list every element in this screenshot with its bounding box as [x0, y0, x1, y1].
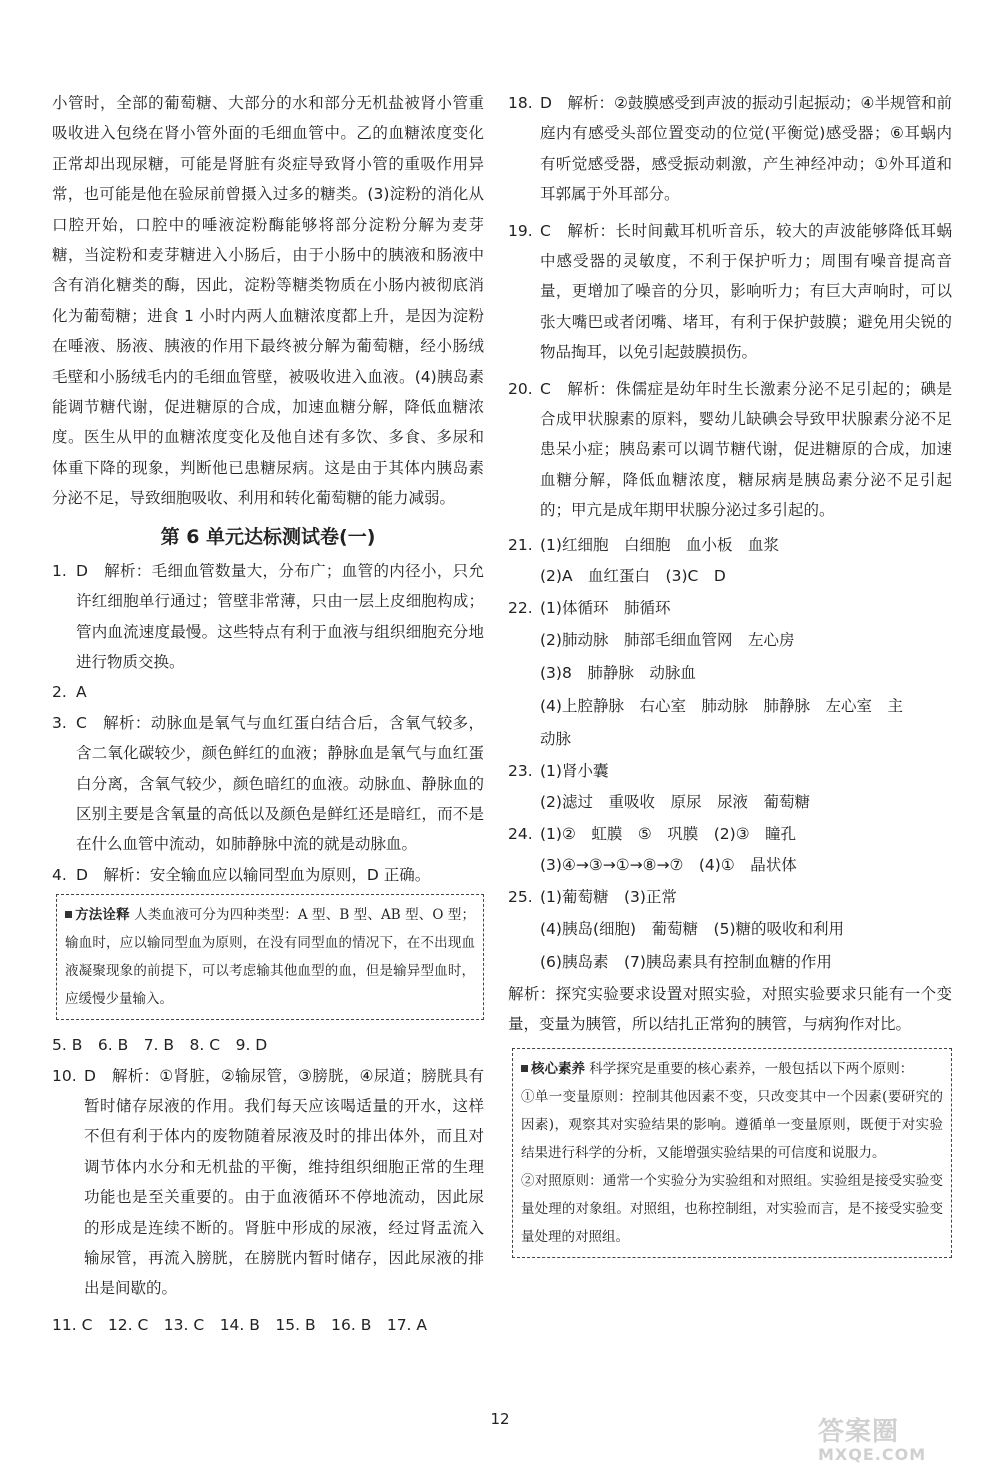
answer-item	[508, 756, 952, 786]
answer-item	[52, 677, 484, 707]
answer-item	[508, 593, 952, 623]
note-heading: 方法诠释	[65, 907, 130, 923]
answer-subline: (4)上腔静脉 右心室 肺动脉 肺静脉 左心室 主	[540, 696, 903, 715]
question-number: 25.	[508, 888, 533, 907]
question-number: 3.	[52, 713, 67, 732]
answer-text: A	[76, 683, 87, 702]
answer-item	[508, 88, 952, 210]
answer-analysis: 解析：探究实验要求设置对照实验，对照实验要求只能有一个变量，变量为胰管，所以结扎正常狗的胰管，与病狗作对比。	[508, 984, 952, 1034]
answer-subline: (2)A 血红蛋白 (3)C D	[540, 567, 726, 586]
answer-text: C 解析：长时间戴耳机听音乐，较大的声波能够降低耳蜗中感受器的灵敏度，不利于保护听力；周围有噪音提高音量，更增加了噪音的分贝，影响听力；有巨大声响时，可以张大嘴巴或者闭嘴、堵耳，有利于保护鼓膜；避免用尖锐的物品掏耳，以免引起鼓膜损伤。	[540, 221, 952, 362]
question-number: 19.	[508, 221, 533, 240]
question-number: 21.	[508, 535, 533, 554]
note-intro: 科学探究是重要的核心素养，一般包括以下两个原则：	[589, 1060, 914, 1077]
answer-item	[508, 216, 952, 368]
answer-subline: (3)8 肺静脉 动脉血	[540, 663, 696, 682]
answer-item	[508, 374, 952, 526]
question-number: 4.	[52, 865, 67, 884]
answer-item	[52, 860, 484, 890]
answer-text: D 解析：安全输血应以输同型血为原则，D 正确。	[76, 865, 431, 884]
question-number: 24.	[508, 824, 533, 843]
answer-text: C 解析：动脉血是氧气与血红蛋白结合后，含氧气较多，含二氧化碳较少，颜色鲜红的血液；静脉血是氧气与血红蛋白分离，含氧气较少，颜色暗红的血液。动脉血、静脉血的区别主要是含氧量的高低以及颜色是鲜红还是暗红，而不是在什么血管中流动，如肺静脉中流的就是动脉血。	[76, 713, 484, 854]
answer-item	[52, 556, 484, 678]
watermark-url: MXQE.COM	[818, 1445, 927, 1464]
answer-text: C 解析：侏儒症是幼年时生长激素分泌不足引起的；碘是合成甲状腺素的原料，婴幼儿缺碘会导致甲状腺素分泌不足患呆小症；胰岛素可以调节糖代谢，促进糖原的合成，加速血糖分解，降低血糖浓度，糖尿病是胰岛素分泌不足引起的；甲亢是成年期甲状腺分泌过多引起的。	[540, 379, 952, 520]
question-number: 2.	[52, 683, 67, 702]
answer-text: (1)葡萄糖 (3)正常	[540, 888, 677, 907]
answer-subline: (4)胰岛(细胞) 葡萄糖 (5)糖的吸收和利用	[540, 919, 845, 938]
answer-text: (1)体循环 肺循环	[540, 599, 671, 618]
question-number: 23.	[508, 761, 533, 780]
note-principle-2: ②对照原则：通常一个实验分为实验组和对照组。实验组是接受实验变量处理的对象组。对照组，也称控制组，对实验而言，是不接受实验变量处理的对照组。	[521, 1172, 943, 1245]
answer-continuation: 小管时，全部的葡萄糖、大部分的水和部分无机盐被肾小管重吸收进入包绕在肾小管外面的毛细血管中。乙的血糖浓度变化正常却出现尿糖，可能是肾脏有炎症导致肾小管的重吸作用异常，也可能是他在验尿前曾摄入过多的糖类。(3)淀粉的消化从口腔开始，口腔中的唾液淀粉酶能够将部分淀粉分解为麦芽糖，当淀粉和麦芽糖进入小肠后，由于小肠中的胰液和肠液中含有消化糖类的酶，因此，淀粉等糖类物质在小肠内被彻底消化为葡萄糖；进食 1 小时内两人血糖浓度都上升，是因为淀粉在唾液、肠液、胰液的作用下最终被分解为葡萄糖，经小肠绒毛壁和小肠绒毛内的毛细血管壁，被吸收进入血液。(4)胰岛素能调节糖代谢，促进糖原的合成，加速血糖分解，降低血糖浓度。医生从甲的血糖浓度变化及他自述有多饮、多食、多尿和体重下降的现象，判断他已患糖尿病。这是由于其体内胰岛素分泌不足，导致细胞吸收、利用和转化葡萄糖的能力减弱。	[52, 94, 484, 508]
answer-item	[508, 819, 952, 849]
question-number: 20.	[508, 379, 533, 398]
method-note-box	[56, 894, 484, 1020]
question-number: 10.	[52, 1066, 77, 1085]
answer-subline: (2)滤过 重吸收 原尿 尿液 葡萄糖	[540, 792, 810, 811]
answer-text: D 解析：②鼓膜感受到声波的振动引起振动；④半规管和前庭内有感受头部位置变动的位觉(平衡觉)感受器；⑥耳蜗内有听觉感受器，感受振动刺激，产生神经冲动；①外耳道和耳郭属于外耳部分。	[540, 94, 952, 204]
page-number: 12	[490, 1410, 510, 1428]
answer-text: (1)② 虹膜 ⑤ 巩膜 (2)③ 瞳孔	[540, 824, 797, 843]
answer-text: D 解析：①肾脏，②输尿管，③膀胱，④尿道；膀胱具有暂时储存尿液的作用。我们每天应该喝适量的开水，这样不但有利于体内的废物随着尿液及时的排出体外，而且对调节体内水分和无机盐的平衡，维持组织细胞正常的生理功能也是至关重要的。由于血液循环不停地流动，因此尿的形成是连续不断的。肾脏中形成的尿液，经过肾盂流入输尿管，再流入膀胱，在膀胱内暂时储存，因此尿液的排出是间歇的。	[84, 1066, 484, 1298]
right-column	[508, 88, 952, 1268]
left-column	[52, 88, 484, 1340]
answer-text: (1)红细胞 白细胞 血小板 血浆	[540, 535, 779, 554]
answer-row: 11. C 12. C 13. C 14. B 15. B 16. B 17. A	[52, 1315, 428, 1334]
note-principle-1: ①单一变量原则：控制其他因素不变，只改变其中一个因素(要研究的因素)，观察其对实验结果的影响。遵循单一变量原则，既便于对实验结果进行科学的分析，又能增强实验结果的可信度和说服力。	[521, 1088, 943, 1161]
core-literacy-box	[512, 1048, 952, 1258]
answer-subline: (6)胰岛素 (7)胰岛素具有控制血糖的作用	[540, 952, 832, 971]
answer-subline: (3)④→③→①→⑧→⑦ (4)① 晶状体	[540, 856, 797, 875]
note-heading: 核心素养	[521, 1061, 585, 1077]
watermark-logo-text: 答案圈	[818, 1417, 900, 1447]
answer-item	[52, 1061, 484, 1304]
answer-text: (1)肾小囊	[540, 761, 609, 780]
answer-subline: 动脉	[540, 729, 572, 748]
answer-text: D 解析：毛细血管数量大，分布广；血管的内径小，只允许红细胞单行通过；管壁非常薄，只由一层上皮细胞构成；管内血流速度最慢。这些特点有利于血液与组织细胞充分地进行物质交换。	[76, 561, 484, 671]
question-number: 1.	[52, 561, 67, 580]
answer-subline: (2)肺动脉 肺部毛细血管网 左心房	[540, 630, 795, 649]
answer-item	[508, 882, 952, 912]
question-number: 18.	[508, 94, 533, 112]
question-number: 22.	[508, 599, 533, 618]
answer-item	[52, 708, 484, 860]
answer-item	[508, 530, 952, 560]
site-watermark	[818, 1418, 988, 1462]
answer-row: 5. B 6. B 7. B 8. C 9. D	[52, 1036, 268, 1055]
note-body: 人类血液可分为四种类型：A 型、B 型、AB 型、O 型；输血时，应以输同型血为原则，在没有同型血的情况下，在不出现血液凝聚现象的前提下，可以考虑输其他血型的血，但是输异型血时，应缓慢少量输入。	[65, 907, 475, 1008]
section-title: 第 6 单元达标测试卷(一)	[160, 525, 376, 548]
